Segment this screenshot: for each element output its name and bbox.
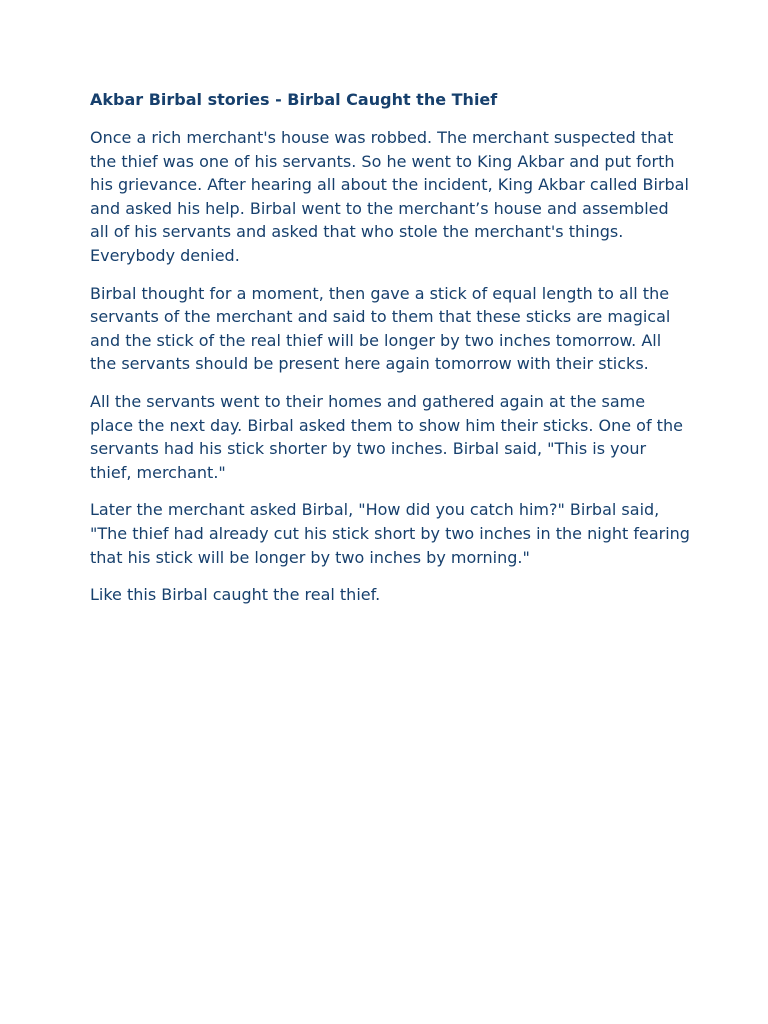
document-title: Akbar Birbal stories - Birbal Caught the Thief	[90, 90, 498, 109]
story-paragraph-2: Birbal thought for a moment, then gave a stick of equal length to all the servants of the merchant and said to them that these sticks are magical and the stick of the real thief will be longer by two inches tomorrow. All the servants should be present here again tomorrow with their sticks.	[90, 283, 671, 374]
document-page	[90, 88, 690, 607]
story-paragraph-1: Once a rich merchant's house was robbed. The merchant suspected that the thief was one of his servants. So he went to King Akbar and put forth his grievance. After hearing all about the incident, King Akbar called Birbal and asked his help. Birbal went to the merchant’s house and assembled all of his servants and asked that who stole the merchant's things. Everybody denied.	[90, 128, 689, 265]
story-paragraph-4: Later the merchant asked Birbal, "How did you catch him?" Birbal said, "The thief had already cut his stick short by two inches in the night fearing that his stick will be longer by two inches by morning."	[90, 500, 690, 567]
story-paragraph-3: All the servants went to their homes and gathered again at the same place the next day. Birbal asked them to show him their sticks. One of the servants had his stick shorter by two inches. Birbal said, "This is your thief, merchant."	[90, 391, 683, 482]
story-paragraph-5: Like this Birbal caught the real thief.	[90, 585, 381, 605]
